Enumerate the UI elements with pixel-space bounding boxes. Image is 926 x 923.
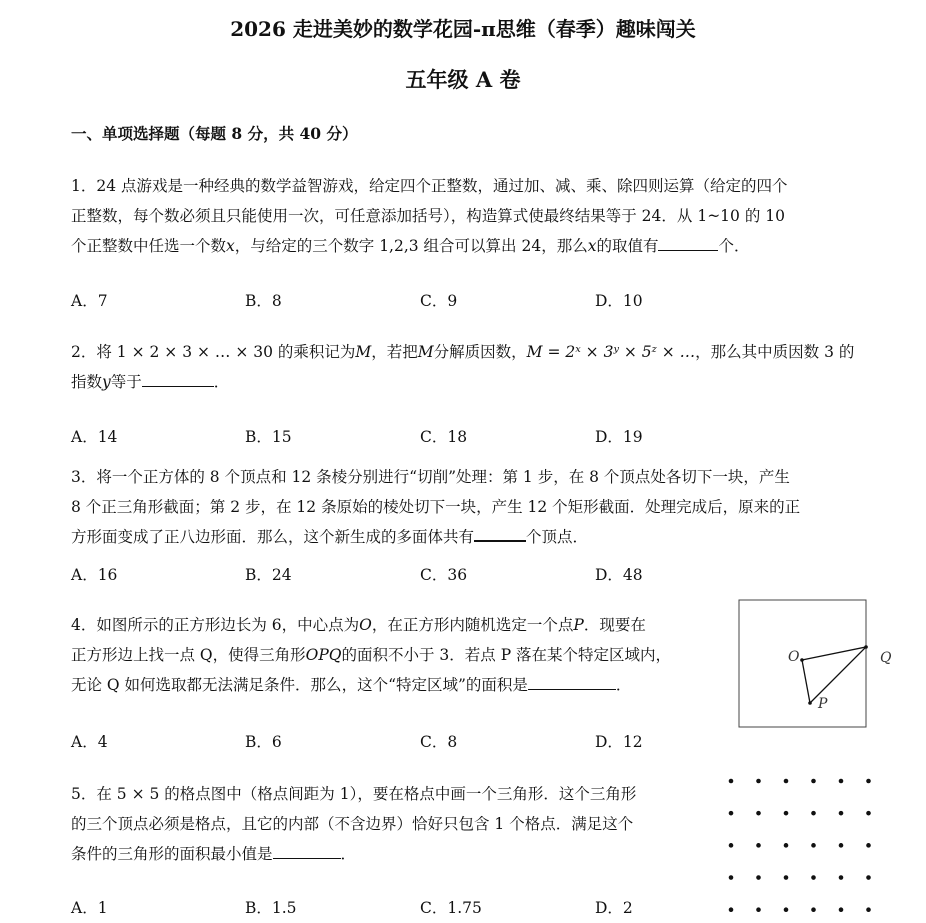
q3-option-d[interactable]: D．48 — [595, 566, 643, 584]
lattice-point — [784, 811, 789, 816]
paper-subtitle: 五年级 A 卷 — [405, 67, 521, 92]
lattice-point — [756, 907, 761, 912]
q5-option-b[interactable]: B．1.5 — [245, 899, 297, 917]
q1-option-a[interactable]: A．7 — [71, 292, 108, 310]
lattice-point — [729, 843, 734, 848]
lattice-point — [784, 907, 789, 912]
q4-line3: 无论 Q 如何选取都无法满足条件．那么，这个“特定区域”的面积是 ． — [71, 670, 631, 700]
label-o: O — [788, 649, 800, 665]
q3-option-a[interactable]: A．16 — [71, 566, 118, 584]
q5-option-c[interactable]: C．1.75 — [420, 899, 482, 917]
q1-option-b[interactable]: B．8 — [245, 292, 282, 310]
lattice-point — [729, 811, 734, 816]
lattice-point — [866, 875, 871, 880]
lattice-point — [784, 875, 789, 880]
point-q — [864, 645, 868, 649]
q1-option-d[interactable]: D．10 — [595, 292, 643, 310]
q4-line1: 4．如图所示的正方形边长为 6，中心点为O，在正方形内随机选定一个点P．现要在 — [71, 616, 646, 634]
lattice-point — [839, 779, 844, 784]
label-p: P — [818, 696, 828, 712]
lattice-point — [729, 875, 734, 880]
lattice-point — [784, 843, 789, 848]
q2-option-b[interactable]: B．15 — [245, 428, 292, 446]
label-q: Q — [880, 650, 892, 666]
lattice-point — [811, 907, 816, 912]
lattice-point — [756, 811, 761, 816]
q2-line1: 2．将 1 × 2 × 3 × … × 30 的乘积记为M，若把M分解质因数，M = 2ˣ × 3ʸ × 5ᶻ × …，那么其中质因数 3 的 — [71, 343, 855, 361]
point-p — [808, 701, 812, 705]
q1-line2: 正整数，每个数必须且只能使用一次，可任意添加括号），构造算式使最终结果等于 24．从 1~10 的 10 — [71, 207, 785, 225]
q5-option-d[interactable]: D．2 — [595, 899, 633, 917]
lattice-point — [811, 875, 816, 880]
q1-option-c[interactable]: C．9 — [420, 292, 458, 310]
q3-line2: 8 个正三角形截面；第 2 步，在 12 条原始的棱处切下一块，产生 12 个矩形截面．处理完成后，原来的正 — [71, 498, 801, 516]
lattice-point — [729, 907, 734, 912]
lattice-point — [811, 811, 816, 816]
lattice-point — [756, 843, 761, 848]
q1-line1: 1．24 点游戏是一种经典的数学益智游戏，给定四个正整数，通过加、减、乘、除四则运算（给定的四个 — [71, 177, 788, 195]
q3-option-b[interactable]: B．24 — [245, 566, 292, 584]
section-heading: 一、单项选择题（每题 8 分，共 40 分） — [71, 124, 358, 143]
q4-square-figure — [730, 595, 900, 735]
q5-answer-blank[interactable] — [273, 843, 341, 860]
q2-option-a[interactable]: A．14 — [71, 428, 118, 446]
lattice-point — [866, 843, 871, 848]
q5-line1: 5．在 5 × 5 的格点图中（格点间距为 1），要在格点中画一个三角形．这个三角形 — [71, 785, 637, 803]
q5-dot-grid — [715, 765, 885, 923]
q3-option-c[interactable]: C．36 — [420, 566, 468, 584]
q4-option-a[interactable]: A．4 — [71, 733, 108, 751]
lattice-point — [756, 779, 761, 784]
q2-line2: 指数y等于 ． — [71, 367, 229, 397]
lattice-point — [784, 779, 789, 784]
q5-line2: 的三个顶点必须是格点，且它的内部（不含边界）恰好只包含 1 个格点．满足这个 — [71, 815, 634, 833]
lattice-point — [866, 907, 871, 912]
lattice-point — [811, 843, 816, 848]
lattice-point — [839, 843, 844, 848]
q5-line3: 条件的三角形的面积最小值是 ． — [71, 839, 356, 869]
q2-option-d[interactable]: D．19 — [595, 428, 643, 446]
q3-line1: 3．将一个正方体的 8 个顶点和 12 条棱分别进行“切削”处理：第 1 步，在 8 个顶点处各切下一块，产生 — [71, 468, 790, 486]
triangle-opq — [802, 647, 866, 703]
q4-option-c[interactable]: C．8 — [420, 733, 458, 751]
q2-option-c[interactable]: C．18 — [420, 428, 468, 446]
lattice-point — [866, 779, 871, 784]
q3-line3: 方形面变成了正八边形面．那么，这个新生成的多面体共有 个顶点． — [71, 522, 588, 552]
q4-line2: 正方形边上找一点 Q，使得三角形OPQ的面积不小于 3．若点 P 落在某个特定区域内， — [71, 646, 672, 664]
lattice-point — [839, 875, 844, 880]
paper-title: 2026 走进美妙的数学花园-π思维（春季）趣味闯关 — [230, 17, 696, 41]
q4-option-b[interactable]: B．6 — [245, 733, 282, 751]
q4-answer-blank[interactable] — [528, 674, 616, 691]
lattice-point — [839, 907, 844, 912]
q4-option-d[interactable]: D．12 — [595, 733, 643, 751]
q1-answer-blank[interactable] — [658, 235, 718, 252]
point-o — [800, 658, 804, 662]
lattice-point — [729, 779, 734, 784]
q5-option-a[interactable]: A．1 — [71, 899, 108, 917]
lattice-point — [811, 779, 816, 784]
lattice-point — [839, 811, 844, 816]
lattice-point — [756, 875, 761, 880]
q2-answer-blank[interactable] — [142, 371, 214, 388]
q2-formula: M = 2ˣ × 3ʸ × 5ᶻ × … — [526, 343, 696, 361]
q3-answer-blank[interactable] — [474, 525, 526, 543]
lattice-point — [866, 811, 871, 816]
q1-line3: 个正整数中任选一个数x，与给定的三个数字 1,2,3 组合可以算出 24，那么x的取值有 个． — [71, 231, 750, 261]
